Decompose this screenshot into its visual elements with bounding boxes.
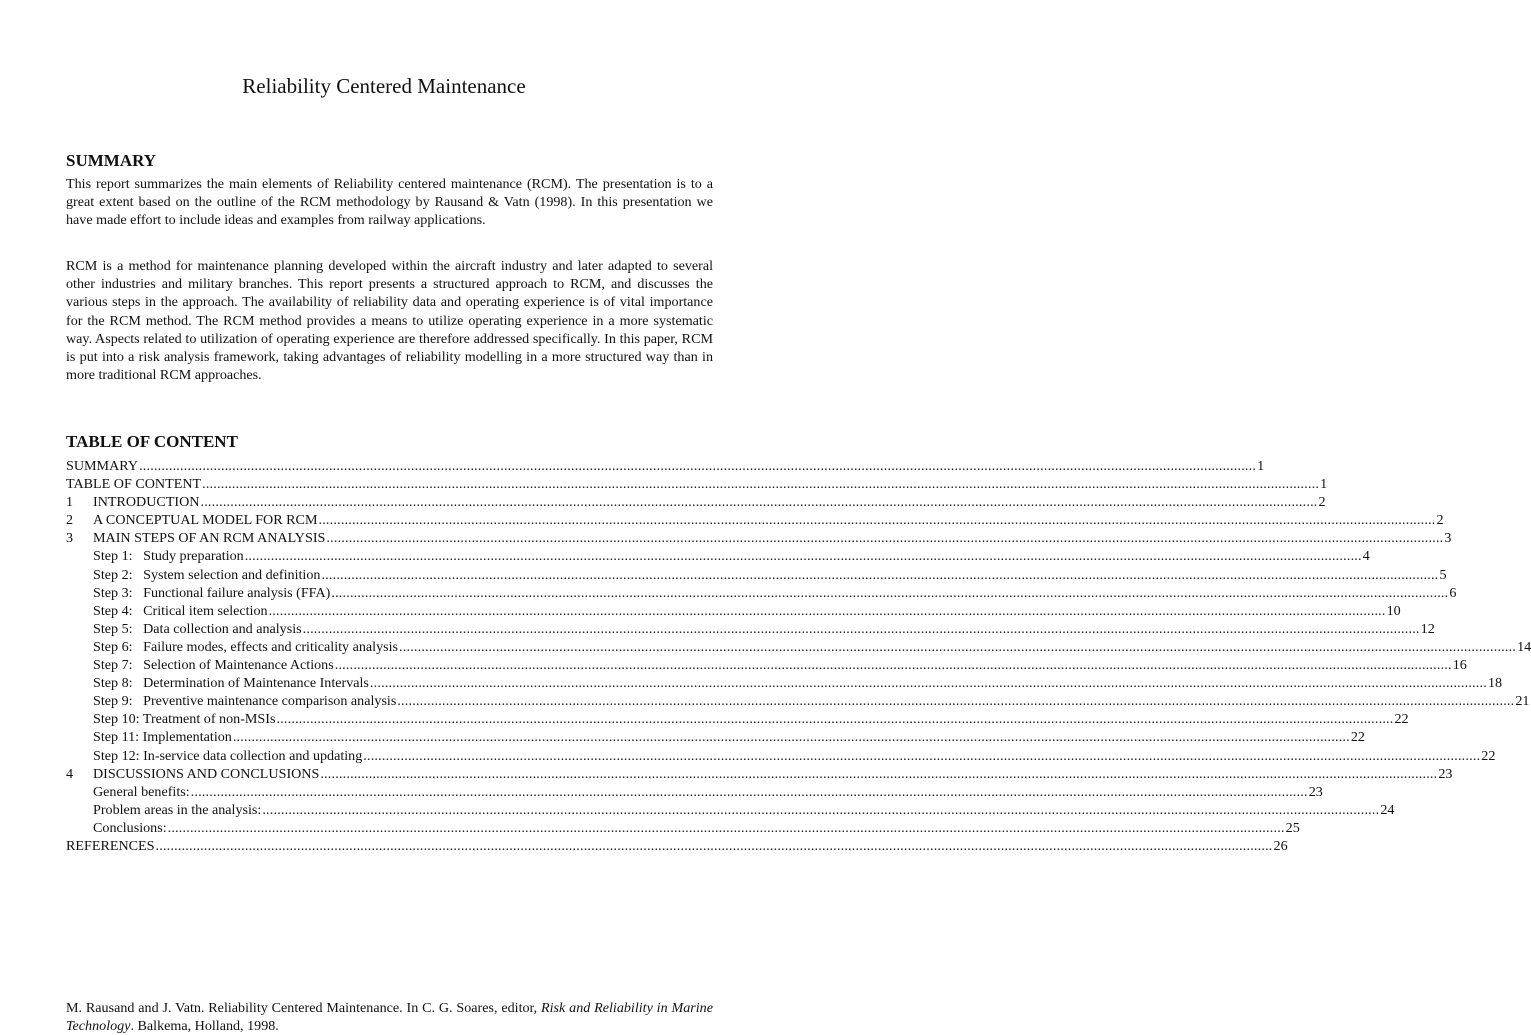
toc-dot-leader: ............................................................................................................................................................................................................................................................................................................ [318, 512, 1436, 529]
toc-entry[interactable] [66, 692, 1530, 710]
toc-entry-page: 12 [1420, 620, 1435, 637]
toc-entry-page: 16 [1452, 657, 1467, 674]
toc-entry[interactable] [66, 566, 1447, 584]
toc-entry-page: 22 [1394, 711, 1409, 728]
toc-entry-page: 2 [1436, 512, 1444, 529]
toc-dot-leader: ............................................................................................................................................................................................................................................................................................................ [302, 620, 1420, 637]
toc-entry-page: 23 [1308, 783, 1323, 800]
toc-entry-label: Step 4: Critical item selection [93, 602, 268, 619]
summary-paragraph: RCM is a method for maintenance planning developed within the aircraft industry and later adapted to several other industries and military branches. This report presents a structured approach to RCM, and discusses the various steps in the approach. The availability of reliability data and operating experience is of vital importance for the RCM method. The RCM method provides a means to utilize operating experience in a more systematic way. Aspects related to utilization of operating experience are therefore addressed specifically. In this paper, RCM is put into a risk analysis framework, taking advantages of reliability modelling in a more structured way than in more traditional RCM approaches. [66, 258, 713, 384]
toc-entry-page: 18 [1487, 675, 1503, 692]
toc-entry-page: 21 [1515, 693, 1530, 710]
toc-entry-page: 5 [1439, 566, 1447, 583]
toc-entry-page: 25 [1285, 819, 1300, 836]
toc-entry-label: Step 2: System selection and definition [93, 566, 321, 583]
footnote-book-title: Risk and Reliability in Marine Technology [66, 1000, 713, 1035]
toc-entry-label: A CONCEPTUAL MODEL FOR RCM [93, 512, 318, 529]
toc-entry-page: 2 [1318, 494, 1326, 511]
toc-dot-leader: ............................................................................................................................................................................................................................................................................................................ [202, 476, 1320, 493]
toc-entry[interactable] [66, 529, 1452, 547]
toc-entry[interactable] [66, 511, 1444, 529]
toc-entry-label: DISCUSSIONS AND CONCLUSIONS [93, 765, 320, 782]
toc-entry[interactable] [66, 819, 1300, 837]
toc-entry[interactable] [66, 783, 1323, 801]
toc-entry[interactable] [66, 765, 1453, 783]
toc-entry-page: 4 [1362, 548, 1370, 565]
toc-entry-label: Step 9: Preventive maintenance comparison analysis [93, 693, 397, 710]
toc-entry[interactable] [66, 656, 1467, 674]
toc-dot-leader: ............................................................................................................................................................................................................................................................................................................ [190, 783, 1308, 800]
toc-entry-page: 6 [1449, 584, 1457, 601]
toc-entry-page: 26 [1273, 837, 1288, 854]
toc-entry-label: Step 10: Treatment of non-MSIs [93, 711, 276, 728]
toc-entry-page: 24 [1380, 801, 1395, 818]
toc-entry-label: SUMMARY [66, 458, 139, 474]
toc-entry[interactable] [66, 638, 1531, 656]
footnote-citation [66, 999, 713, 1035]
toc-entry[interactable] [66, 837, 1288, 855]
toc-entry[interactable] [66, 674, 1503, 692]
toc-dot-leader: ............................................................................................................................................................................................................................................................................................................ [155, 837, 1273, 854]
toc-entry-page: 23 [1438, 765, 1453, 782]
toc-dot-leader: ............................................................................................................................................................................................................................................................................................................ [167, 819, 1285, 836]
toc-entry[interactable] [66, 747, 1496, 765]
footnote-text: M. Rausand and J. Vatn. Reliability Centered Maintenance. In C. G. Soares, editor, [66, 1000, 542, 1016]
toc-dot-leader: ............................................................................................................................................................................................................................................................................................................ [321, 566, 1439, 583]
toc-entry[interactable] [66, 584, 1457, 602]
toc-entry-label: INTRODUCTION [93, 494, 200, 511]
toc-entry-page: 22 [1350, 729, 1365, 746]
toc-entry-page: 22 [1481, 747, 1496, 764]
toc-entry-label: Step 7: Selection of Maintenance Actions [93, 657, 334, 674]
toc-entry[interactable] [66, 801, 1395, 819]
toc-dot-leader: ............................................................................................................................................................................................................................................................................................................ [232, 729, 1350, 746]
toc-entry-label: TABLE OF CONTENT [66, 476, 202, 493]
toc-entry-label: Step 1: Study preparation [93, 548, 244, 565]
toc-dot-leader: ............................................................................................................................................................................................................................................................................................................ [399, 638, 1517, 655]
toc-entry-number: 1 [66, 494, 74, 511]
toc-entry-label: MAIN STEPS OF AN RCM ANALYSIS [93, 530, 326, 547]
toc-dot-leader: ............................................................................................................................................................................................................................................................................................................ [139, 458, 1257, 474]
toc-dot-leader: ............................................................................................................................................................................................................................................................................................................ [320, 765, 1438, 782]
toc-dot-leader: ............................................................................................................................................................................................................................................................................................................ [397, 693, 1515, 710]
toc-dot-leader: ............................................................................................................................................................................................................................................................................................................ [276, 711, 1394, 728]
toc-entry[interactable] [66, 493, 1326, 511]
toc-entry[interactable] [66, 457, 1265, 475]
footnote-tail: . Balkema, Holland, 1998. [130, 1018, 279, 1035]
toc-dot-leader: ............................................................................................................................................................................................................................................................................................................ [244, 548, 1362, 565]
toc-dot-leader: ............................................................................................................................................................................................................................................................................................................ [363, 747, 1481, 764]
toc-entry[interactable] [66, 710, 1409, 728]
toc-dot-leader: ............................................................................................................................................................................................................................................................................................................ [200, 494, 1318, 511]
toc-entry-label: Step 12: In-service data collection and updating [93, 747, 363, 764]
toc-entry-label: Step 11: Implementation [93, 729, 232, 746]
toc-entry-number: 4 [66, 765, 74, 782]
toc-dot-leader: ............................................................................................................................................................................................................................................................................................................ [331, 584, 1449, 601]
toc-entry[interactable] [66, 547, 1370, 565]
toc-entry-page: 3 [1444, 530, 1452, 547]
toc-dot-leader: ............................................................................................................................................................................................................................................................................................................ [369, 675, 1487, 692]
summary-paragraph: This report summarizes the main elements of Reliability centered maintenance (RCM). The presentation is to a great extent based on the outline of the RCM methodology by Rausand & Vatn (1998). In this presentation we have made effort to include ideas and examples from railway applications. [66, 176, 713, 229]
toc-dot-leader: ............................................................................................................................................................................................................................................................................................................ [334, 657, 1452, 674]
summary-heading: SUMMARY [66, 151, 157, 170]
toc-entry-page: 10 [1386, 602, 1401, 619]
toc-entry-label: REFERENCES [66, 837, 155, 854]
toc-dot-leader: ............................................................................................................................................................................................................................................................................................................ [326, 530, 1444, 547]
document-title: Reliability Centered Maintenance [242, 74, 526, 98]
toc-entry-label: Conclusions: [93, 819, 167, 836]
toc-entry[interactable] [66, 602, 1401, 620]
toc-entry-label: Step 6: Failure modes, effects and criticality analysis [93, 638, 399, 655]
toc-entry-label: Step 8: Determination of Maintenance Intervals [93, 675, 369, 692]
toc-entry-number: 2 [66, 512, 74, 529]
toc-entry-page: 1 [1257, 458, 1265, 474]
toc-entry-page: 14 [1517, 638, 1531, 655]
toc-entry-label: Problem areas in the analysis: [93, 801, 262, 818]
toc-entry[interactable] [66, 475, 1328, 493]
toc-entry-label: General benefits: [93, 783, 190, 800]
table-of-contents [66, 457, 1531, 855]
toc-dot-leader: ............................................................................................................................................................................................................................................................................................................ [262, 801, 1380, 818]
toc-entry[interactable] [66, 728, 1365, 746]
toc-entry-number: 3 [66, 530, 74, 547]
toc-heading: TABLE OF CONTENT [66, 432, 238, 451]
toc-entry-label: Step 3: Functional failure analysis (FFA) [93, 584, 331, 601]
toc-dot-leader: ............................................................................................................................................................................................................................................................................................................ [268, 602, 1386, 619]
toc-entry-page: 1 [1320, 476, 1328, 493]
toc-entry-label: Step 5: Data collection and analysis [93, 620, 302, 637]
toc-entry[interactable] [66, 620, 1435, 638]
